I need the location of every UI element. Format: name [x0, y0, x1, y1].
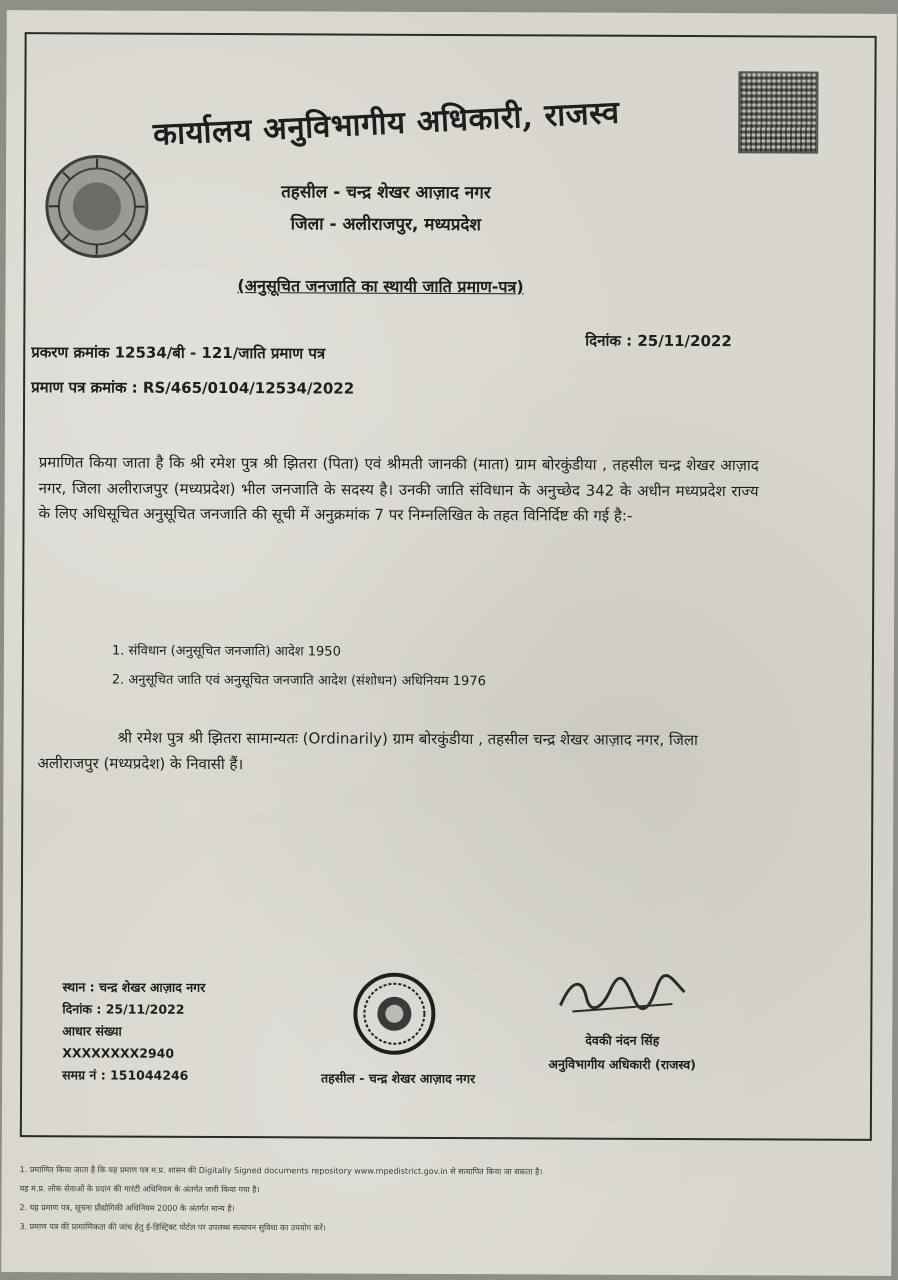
- certification-paragraph: प्रमाणित किया जाता है कि श्री रमेश पुत्र श्री झितरा (पिता) एवं श्रीमती जानकी (माता) ग्राम बोरकुंडीया , तहसील चन्द्र शेखर आज़ाद नगर, जिला अलीराजपुर (मध्यप्रदेश) भील जनजाति के सदस्य है। उनकी जाति संविधान के अनुच्छेद 342 के अधीन मध्यप्रदेश राज्य के लिए अधिसूचित अनुसूचित जनजाति की सूची में अनुक्रमांक 7 पर निम्नलिखित के तहत विनिर्दिष्ट की गई है:-: [38, 453, 759, 525]
- footnotes: [19, 1160, 849, 1240]
- signatory-name: देवकी नंदन सिंह: [585, 1032, 660, 1048]
- samagra-number: समग्र नं : 151044246: [62, 1067, 189, 1083]
- issue-details: [62, 976, 205, 1087]
- signature: [552, 967, 692, 1023]
- footer-date: दिनांक : 25/11/2022: [62, 1001, 185, 1017]
- district-line: जिला - अलीराजपुर, मध्यप्रदेश: [290, 214, 482, 236]
- residence-paragraph: श्री रमेश पुत्र श्री झितरा सामान्यतः (Ordinarily) ग्राम बोरकुंडीया , तहसील चन्द्र शेखर आज़ाद नगर, जिला अलीराजपुर (मध्यप्रदेश) के निवासी हैं।: [37, 728, 699, 774]
- certificate-number: प्रमाण पत्र क्रमांक : RS/465/0104/12534/2022: [31, 378, 355, 398]
- list-item: 2. अनुसूचित जाति एवं अनुसूचित जनजाति आदेश (संशोधन) अधिनियम 1976: [111, 672, 486, 690]
- signatory-block: [502, 1028, 742, 1077]
- certificate-heading: (अनुसूचित जनजाति का स्थायी जाति प्रमाण-पत्र): [237, 276, 524, 297]
- footnote: 3. प्रमाण पत्र की प्रामाणिकता की जांच हेतु ई-डिस्ट्रिक्ट पोर्टल पर उपलब्ध सत्यापन सुविधा का उपयोग करें।: [19, 1222, 326, 1233]
- office-title: कार्यालय अनुविभागीय अधिकारी, राजस्व: [152, 94, 621, 153]
- issue-date: दिनांक : 25/11/2022: [585, 331, 732, 351]
- footnote: 2. यह प्रमाण पत्र, सूचना प्रौद्योगिकी अधिनियम 2000 के अंतर्गत मान्य है।: [19, 1203, 235, 1214]
- tehsil-line: तहसील - चन्द्र शेखर आज़ाद नगर: [281, 182, 491, 204]
- footnote: 1. प्रमाणित किया जाता है कि यह प्रमाण पत्र म.प्र. शासन की Digitally Signed documents repository www.mpedistrict.gov.in से सत्यापित किया जा सकता है।: [19, 1165, 543, 1177]
- aadhaar-label: आधार संख्या: [62, 1023, 122, 1039]
- aadhaar-number: XXXXXXXX2940: [62, 1045, 175, 1061]
- case-number: प्रकरण क्रमांक 12534/बी - 121/जाति प्रमाण पत्र: [31, 343, 326, 363]
- place: स्थान : चन्द्र शेखर आज़ाद नगर: [62, 979, 206, 995]
- qr-code: [738, 71, 818, 153]
- footnote: यह म.प्र. लोक सेवाओं के प्रदान की गारंटी अधिनियम के अंतर्गत जारी किया गया है।: [19, 1184, 260, 1195]
- signatory-title: अनुविभागीय अधिकारी (राजस्व): [548, 1056, 696, 1073]
- certificate-sheet: [1, 10, 896, 1276]
- tehsil-seal: [352, 972, 436, 1056]
- legal-references: [112, 637, 486, 697]
- list-item: 1. संविधान (अनुसूचित जनजाति) आदेश 1950: [111, 643, 341, 660]
- state-emblem: [44, 150, 150, 262]
- seal-caption: तहसील - चन्द्र शेखर आज़ाद नगर: [320, 1070, 476, 1087]
